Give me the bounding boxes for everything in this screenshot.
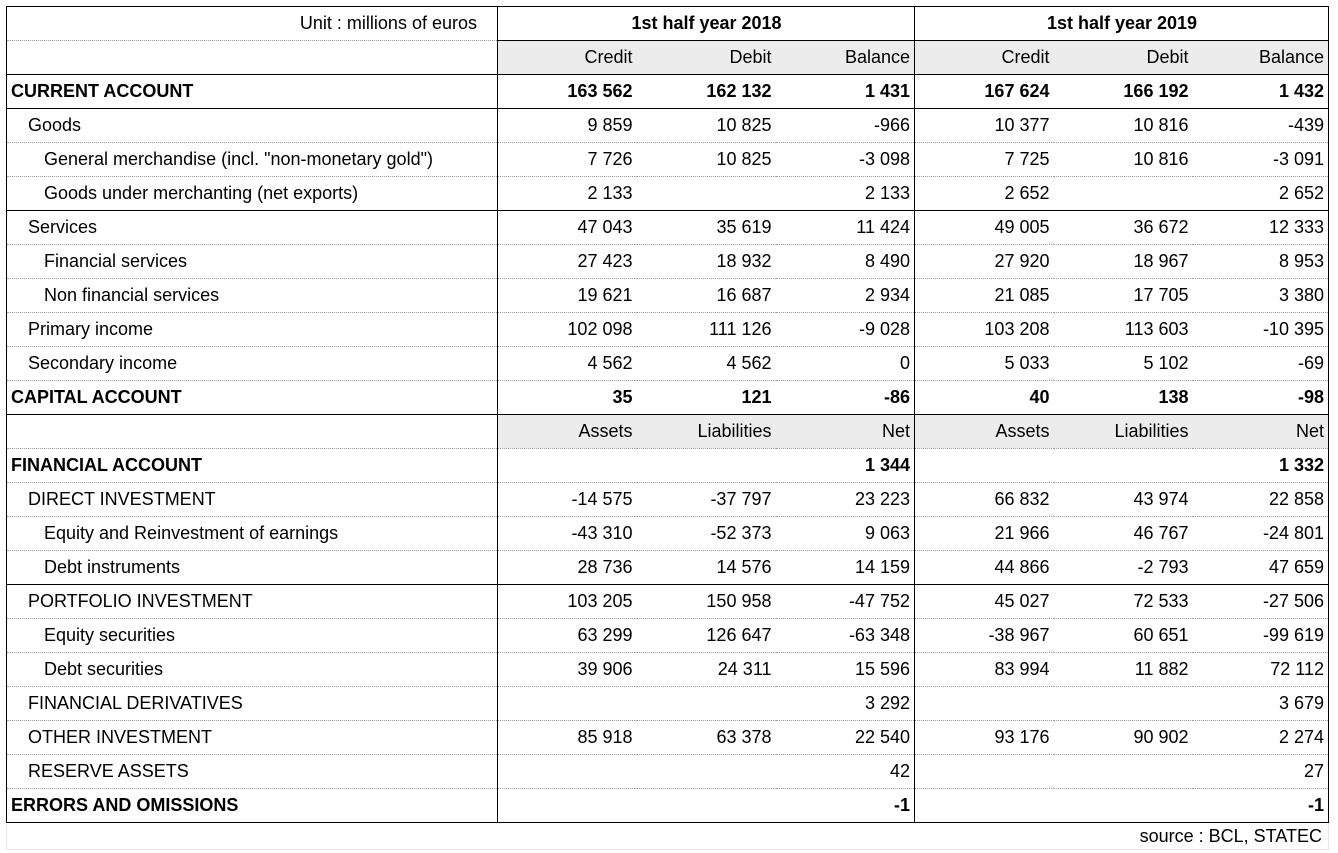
row-secondary-income: [7, 347, 1329, 381]
column-header-blank: [7, 41, 498, 75]
value-cell: 2 652: [1193, 177, 1329, 211]
value-cell: 8 953: [1193, 245, 1329, 279]
row-financial-services: [7, 245, 1329, 279]
value-cell: 18 932: [637, 245, 776, 279]
value-cell: -9 028: [776, 313, 915, 347]
value-cell: 121: [637, 381, 776, 415]
financial-column-header-row: [7, 415, 1329, 449]
value-cell: 90 902: [1054, 721, 1193, 755]
row-label: Financial services: [7, 245, 498, 279]
value-cell: 16 687: [637, 279, 776, 313]
row-label: PORTFOLIO INVESTMENT: [7, 585, 498, 619]
value-cell: 21 966: [915, 517, 1054, 551]
row-financial-account: [7, 449, 1329, 483]
column-header-row: [7, 41, 1329, 75]
value-cell: 167 624: [915, 75, 1054, 109]
value-cell: 19 621: [498, 279, 637, 313]
row-label: Primary income: [7, 313, 498, 347]
value-cell: [498, 789, 637, 823]
row-label: FINANCIAL DERIVATIVES: [7, 687, 498, 721]
row-label: Debt securities: [7, 653, 498, 687]
value-cell: 163 562: [498, 75, 637, 109]
value-cell: -47 752: [776, 585, 915, 619]
row-debt-securities: [7, 653, 1329, 687]
value-cell: 44 866: [915, 551, 1054, 585]
row-non-financial-services: [7, 279, 1329, 313]
value-cell: 18 967: [1054, 245, 1193, 279]
value-cell: 111 126: [637, 313, 776, 347]
value-cell: -2 793: [1054, 551, 1193, 585]
value-cell: 10 377: [915, 109, 1054, 143]
value-cell: 11 882: [1054, 653, 1193, 687]
value-cell: 49 005: [915, 211, 1054, 245]
value-cell: 39 906: [498, 653, 637, 687]
value-cell: 3 380: [1193, 279, 1329, 313]
value-cell: 103 208: [915, 313, 1054, 347]
source-row: [7, 823, 1329, 850]
value-cell: 47 043: [498, 211, 637, 245]
value-cell: 1 344: [776, 449, 915, 483]
value-cell: 46 767: [1054, 517, 1193, 551]
value-cell: 14 576: [637, 551, 776, 585]
value-cell: [498, 449, 637, 483]
balance-of-payments-table: [6, 6, 1329, 850]
value-cell: -1: [776, 789, 915, 823]
value-cell: 11 424: [776, 211, 915, 245]
value-cell: 28 736: [498, 551, 637, 585]
row-equity-and-reinvestment-of-earnings: [7, 517, 1329, 551]
value-cell: 12 333: [1193, 211, 1329, 245]
row-other-investment: [7, 721, 1329, 755]
row-equity-securities: [7, 619, 1329, 653]
value-cell: 5 033: [915, 347, 1054, 381]
value-cell: [637, 449, 776, 483]
period-header-row: [7, 7, 1329, 41]
value-cell: 42: [776, 755, 915, 789]
row-goods: [7, 109, 1329, 143]
row-label: Goods: [7, 109, 498, 143]
row-label: Goods under merchanting (net exports): [7, 177, 498, 211]
value-cell: 103 205: [498, 585, 637, 619]
value-cell: [1054, 449, 1193, 483]
value-cell: 10 816: [1054, 109, 1193, 143]
value-cell: [915, 755, 1054, 789]
period-2019-header: 1st half year 2019: [915, 7, 1329, 41]
value-cell: -86: [776, 381, 915, 415]
value-cell: 85 918: [498, 721, 637, 755]
row-financial-derivatives: [7, 687, 1329, 721]
column-header: Credit: [498, 41, 637, 75]
value-cell: [637, 177, 776, 211]
value-cell: -52 373: [637, 517, 776, 551]
value-cell: 162 132: [637, 75, 776, 109]
value-cell: 2 133: [776, 177, 915, 211]
value-cell: 66 832: [915, 483, 1054, 517]
row-general-merchandise-incl-non-monetary-gold: [7, 143, 1329, 177]
column-header: Balance: [776, 41, 915, 75]
value-cell: 27 920: [915, 245, 1054, 279]
value-cell: 9 063: [776, 517, 915, 551]
value-cell: 2 934: [776, 279, 915, 313]
value-cell: 24 311: [637, 653, 776, 687]
unit-label: Unit : millions of euros: [7, 7, 498, 41]
value-cell: 7 726: [498, 143, 637, 177]
value-cell: 1 431: [776, 75, 915, 109]
value-cell: 40: [915, 381, 1054, 415]
period-2018-header: 1st half year 2018: [498, 7, 915, 41]
column-header: Debit: [637, 41, 776, 75]
row-label: FINANCIAL ACCOUNT: [7, 449, 498, 483]
row-label: Debt instruments: [7, 551, 498, 585]
value-cell: [1054, 177, 1193, 211]
value-cell: -1: [1193, 789, 1329, 823]
value-cell: 63 299: [498, 619, 637, 653]
value-cell: 15 596: [776, 653, 915, 687]
row-debt-instruments: [7, 551, 1329, 585]
value-cell: [498, 755, 637, 789]
value-cell: 36 672: [1054, 211, 1193, 245]
row-label: CAPITAL ACCOUNT: [7, 381, 498, 415]
row-label: Non financial services: [7, 279, 498, 313]
row-label: Services: [7, 211, 498, 245]
row-portfolio-investment: [7, 585, 1329, 619]
value-cell: [498, 687, 637, 721]
value-cell: 23 223: [776, 483, 915, 517]
value-cell: [1054, 755, 1193, 789]
financial-section: [7, 449, 1329, 823]
value-cell: 22 858: [1193, 483, 1329, 517]
value-cell: 1 432: [1193, 75, 1329, 109]
value-cell: 2 133: [498, 177, 637, 211]
row-direct-investment: [7, 483, 1329, 517]
value-cell: -27 506: [1193, 585, 1329, 619]
value-cell: -37 797: [637, 483, 776, 517]
current-capital-section: [7, 75, 1329, 415]
row-reserve-assets: [7, 755, 1329, 789]
row-label: Secondary income: [7, 347, 498, 381]
column-header: Debit: [1054, 41, 1193, 75]
value-cell: [915, 789, 1054, 823]
value-cell: 102 098: [498, 313, 637, 347]
row-label: DIRECT INVESTMENT: [7, 483, 498, 517]
value-cell: 83 994: [915, 653, 1054, 687]
row-capital-account: [7, 381, 1329, 415]
column-header: Balance: [1193, 41, 1329, 75]
value-cell: 9 859: [498, 109, 637, 143]
value-cell: [915, 449, 1054, 483]
value-cell: [637, 687, 776, 721]
value-cell: -43 310: [498, 517, 637, 551]
value-cell: 4 562: [637, 347, 776, 381]
value-cell: -3 098: [776, 143, 915, 177]
value-cell: -69: [1193, 347, 1329, 381]
value-cell: 0: [776, 347, 915, 381]
value-cell: [1054, 687, 1193, 721]
value-cell: -98: [1193, 381, 1329, 415]
source-note: source : BCL, STATEC: [7, 823, 1329, 850]
value-cell: 2 274: [1193, 721, 1329, 755]
row-label: Equity securities: [7, 619, 498, 653]
value-cell: [637, 789, 776, 823]
row-label: CURRENT ACCOUNT: [7, 75, 498, 109]
value-cell: 113 603: [1054, 313, 1193, 347]
value-cell: -3 091: [1193, 143, 1329, 177]
value-cell: [915, 687, 1054, 721]
row-primary-income: [7, 313, 1329, 347]
row-label: ERRORS AND OMISSIONS: [7, 789, 498, 823]
column-header: Liabilities: [1054, 415, 1193, 449]
value-cell: 45 027: [915, 585, 1054, 619]
column-header-blank: [7, 415, 498, 449]
value-cell: 3 292: [776, 687, 915, 721]
value-cell: -63 348: [776, 619, 915, 653]
value-cell: 166 192: [1054, 75, 1193, 109]
value-cell: 150 958: [637, 585, 776, 619]
value-cell: 35: [498, 381, 637, 415]
value-cell: 60 651: [1054, 619, 1193, 653]
value-cell: -966: [776, 109, 915, 143]
row-services: [7, 211, 1329, 245]
value-cell: 3 679: [1193, 687, 1329, 721]
value-cell: 21 085: [915, 279, 1054, 313]
value-cell: 27 423: [498, 245, 637, 279]
value-cell: -10 395: [1193, 313, 1329, 347]
value-cell: 10 825: [637, 109, 776, 143]
value-cell: 5 102: [1054, 347, 1193, 381]
value-cell: [637, 755, 776, 789]
value-cell: 14 159: [776, 551, 915, 585]
value-cell: 126 647: [637, 619, 776, 653]
value-cell: 35 619: [637, 211, 776, 245]
value-cell: 10 816: [1054, 143, 1193, 177]
value-cell: 1 332: [1193, 449, 1329, 483]
value-cell: 138: [1054, 381, 1193, 415]
value-cell: -99 619: [1193, 619, 1329, 653]
value-cell: 72 112: [1193, 653, 1329, 687]
column-header: Credit: [915, 41, 1054, 75]
column-header: Net: [1193, 415, 1329, 449]
value-cell: 4 562: [498, 347, 637, 381]
value-cell: 2 652: [915, 177, 1054, 211]
column-header: Liabilities: [637, 415, 776, 449]
value-cell: 43 974: [1054, 483, 1193, 517]
row-label: Equity and Reinvestment of earnings: [7, 517, 498, 551]
value-cell: -439: [1193, 109, 1329, 143]
value-cell: 47 659: [1193, 551, 1329, 585]
row-label: General merchandise (incl. "non-monetary gold"): [7, 143, 498, 177]
value-cell: 27: [1193, 755, 1329, 789]
balance-of-payments-sheet: [6, 6, 1329, 850]
column-header: Net: [776, 415, 915, 449]
row-errors-and-omissions: [7, 789, 1329, 823]
column-header: Assets: [915, 415, 1054, 449]
value-cell: 17 705: [1054, 279, 1193, 313]
value-cell: 93 176: [915, 721, 1054, 755]
value-cell: 7 725: [915, 143, 1054, 177]
value-cell: [1054, 789, 1193, 823]
row-goods-under-merchanting-net-exports: [7, 177, 1329, 211]
value-cell: 8 490: [776, 245, 915, 279]
value-cell: -24 801: [1193, 517, 1329, 551]
value-cell: 10 825: [637, 143, 776, 177]
value-cell: 22 540: [776, 721, 915, 755]
value-cell: 63 378: [637, 721, 776, 755]
row-label: OTHER INVESTMENT: [7, 721, 498, 755]
row-label: RESERVE ASSETS: [7, 755, 498, 789]
value-cell: -38 967: [915, 619, 1054, 653]
value-cell: -14 575: [498, 483, 637, 517]
row-current-account: [7, 75, 1329, 109]
column-header: Assets: [498, 415, 637, 449]
value-cell: 72 533: [1054, 585, 1193, 619]
